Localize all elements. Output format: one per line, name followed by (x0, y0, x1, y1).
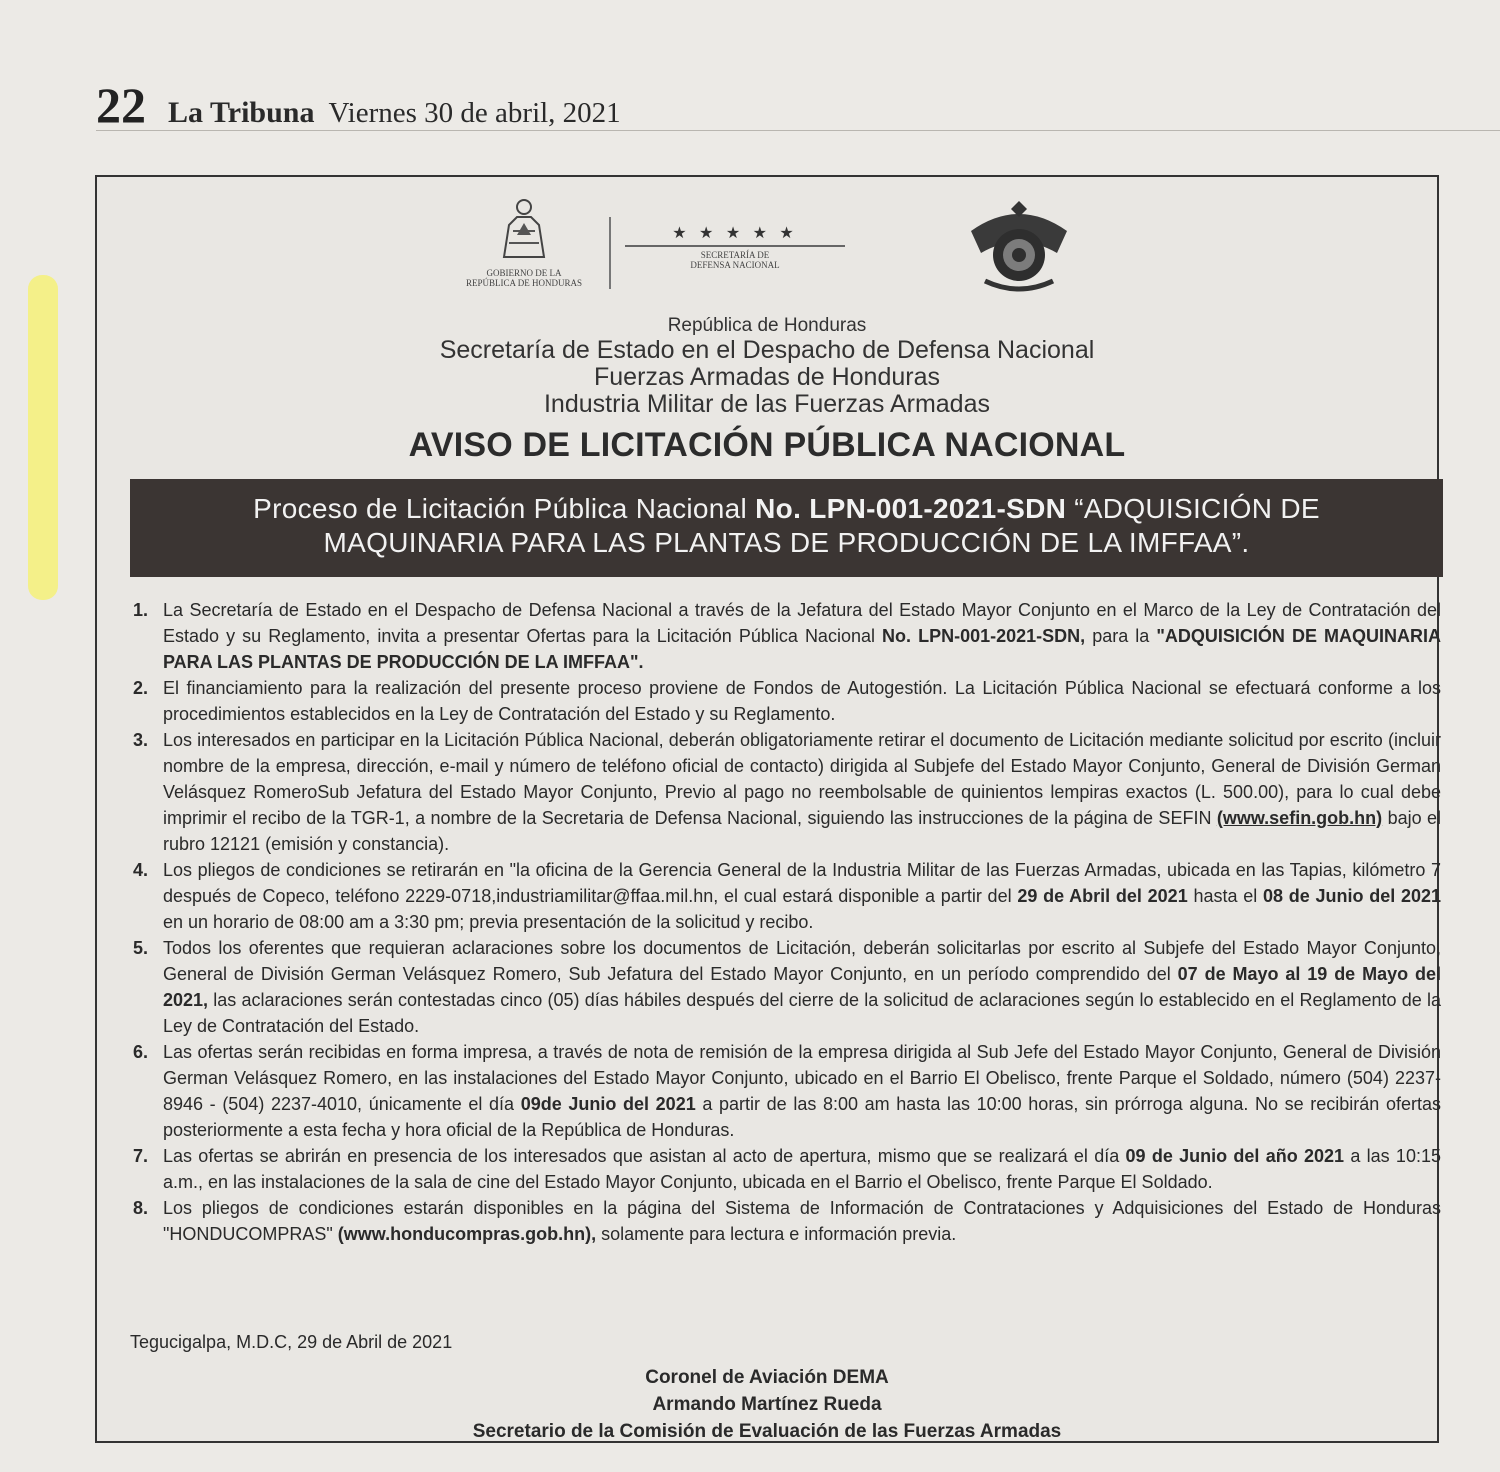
header-rule (96, 130, 1500, 131)
banner-line-1 (130, 492, 1443, 526)
notice-title: AVISO DE LICITACIÓN PÚBLICA NACIONAL (408, 426, 1126, 464)
masthead-country: República de Honduras (667, 315, 867, 336)
masthead-military-industry: Industria Militar de las Fuerzas Armadas (543, 390, 990, 418)
signatory-name: Armando Martínez Rueda (652, 1394, 882, 1415)
signatory-rank: Coronel de Aviación DEMA (645, 1367, 889, 1388)
list-item: 6. Las ofertas serán recibidas en forma impresa, a través de nota de remisión de la empresa dirigida al Sub Jefe del Estado Mayor Conjunto, General de División German Velásquez Romero, en las instalaciones del Estado Mayor Conjunto, ubicado en el Barrio El Obelisco, frente Parque el Soldado, número (504) 2237-8946 - (504) 2237-4010, únicamente el día 09de Junio del 2021 a partir de las 8:00 am hasta las 10:00 horas, sin prórroga alguna. No se recibirán ofertas posteriormente a esta fecha y hora oficial de la República de Honduras. (130, 1039, 1441, 1143)
page-number: 22 (96, 77, 146, 133)
process-banner (130, 479, 1443, 577)
signature-block (97, 1364, 1437, 1445)
masthead-armed-forces: Fuerzas Armadas de Honduras (593, 363, 940, 391)
list-item: 3. Los interesados en participar en la Licitación Pública Nacional, deberán obligatoriamente retirar el documento de Licitación mediante solicitud por escrito (incluir nombre de la empresa, dirección, e-mail y número de teléfono oficial de contacto) dirigida al Subjefe del Estado Mayor Conjunto, General de División German Velásquez RomeroSub Jefatura del Estado Mayor Conjunto, Previo al pago no reembolsable de quinientos lempiras exactos (L. 500.00), para lo cual debe imprimir el recibo de la TGR-1, a nombre de la Secretaria de Defensa Nacional, siguiendo las instrucciones de la página de SEFIN (www.sefin.gob.hn) bajo el rubro 12121 (emisión y constancia). (130, 727, 1441, 857)
gobierno-caption-2: REPÚBLICA DE HONDURAS (465, 278, 582, 288)
list-item: 4. Los pliegos de condiciones se retirarán en "la oficina de la Gerencia General de la Industria Militar de las Fuerzas Armadas, ubicada en las Tapias, kilómetro 7 después de Copeco, teléfono 2229-0718,industriamilitar@ffaa.mil.hn, el cual estará disponible a partir del 29 de Abril del 2021 hasta el 08 de Junio del 2021 en un horario de 08:00 am a 3:30 pm; previa presentación de la solicitud y recibo. (130, 857, 1441, 935)
signatory-title: Secretario de la Comisión de Evaluación de las Fuerzas Armadas (472, 1421, 1062, 1442)
sedena-stars-icon: ★ ★ ★ ★ ★ (672, 225, 798, 242)
item-number: 5. (133, 938, 149, 958)
banner-subject-start: “ADQUISICIÓN DE (1066, 493, 1320, 524)
sedena-rule (625, 245, 845, 247)
sedena-logo (625, 225, 845, 270)
armed-forces-crest-icon (961, 201, 1077, 297)
sedena-caption-1: SECRETARÍA DE (700, 250, 770, 260)
item-number: 2. (133, 678, 149, 698)
issue-date: Viernes 30 de abril, 2021 (328, 97, 621, 129)
tender-notice (95, 175, 1442, 1443)
item-number: 3. (133, 730, 149, 750)
honducompras-link[interactable]: (www.honducompras.gob.hn), (337, 1224, 597, 1244)
logo-divider (609, 217, 611, 289)
logo-row (97, 195, 1437, 305)
newspaper-name: La Tribuna (168, 96, 315, 129)
masthead (97, 315, 1437, 465)
list-item: 7. Las ofertas se abrirán en presencia de los interesados que asistan al acto de apertura, mismo que se realizará el día 09 de Junio del año 2021 a las 10:15 a.m., en las instalaciones de la sala de cine del Estado Mayor Conjunto, ubicada en el Barrio el Obelisco, frente Parque El Soldado. (130, 1143, 1441, 1195)
gobierno-caption-1: GOBIERNO DE LA (486, 268, 562, 278)
page-header (96, 76, 621, 133)
item-number: 7. (133, 1146, 149, 1166)
ffaa-logo (961, 201, 1077, 302)
masthead-secretariat: Secretaría de Estado en el Despacho de Defensa Nacional (439, 336, 1095, 364)
place-and-date: Tegucigalpa, M.D.C, 29 de Abril de 2021 (130, 1332, 453, 1352)
item-number: 8. (133, 1198, 149, 1218)
notice-items (130, 597, 1441, 1247)
list-item: 8. Los pliegos de condiciones estarán disponibles en la página del Sistema de Información de Contrataciones y Adquisiciones del Estado de Honduras "HONDUCOMPRAS" (www.honducompras.gob.hn), solamente para lectura e información previa. (130, 1195, 1441, 1247)
banner-line-2: MAQUINARIA PARA LAS PLANTAS DE PRODUCCIÓN DE LA IMFFAA”. (323, 527, 1250, 558)
gobierno-logo (449, 195, 599, 288)
list-item: 1. La Secretaría de Estado en el Despacho de Defensa Nacional a través de la Jefatura del Estado Mayor Conjunto en el Marco de la Ley de Contratación del Estado y su Reglamento, invita a presentar Ofertas para la Licitación Pública Nacional No. LPN-001-2021-SDN, para la "ADQUISICIÓN DE MAQUINARIA PARA LAS PLANTAS DE PRODUCCIÓN DE LA IMFFAA". (130, 597, 1441, 675)
item-number: 6. (133, 1042, 149, 1062)
highlighter-mark (28, 275, 58, 600)
banner-prefix: Proceso de Licitación Pública Nacional (253, 493, 756, 524)
honduras-emblem-icon (449, 195, 599, 263)
item-number: 1. (133, 600, 149, 620)
sedena-caption-2: DEFENSA NACIONAL (690, 260, 780, 270)
item-number: 4. (133, 860, 149, 880)
list-item: 2. El financiamiento para la realización del presente proceso proviene de Fondos de Autogestión. La Licitación Pública Nacional se efectuará conforme a los procedimientos establecidos en la Ley de Contratación del Estado y su Reglamento. (130, 675, 1441, 727)
sefin-link[interactable]: (www.sefin.gob.hn) (1216, 808, 1383, 828)
banner-process-number: No. LPN-001-2021-SDN (755, 493, 1067, 524)
list-item: 5. Todos los oferentes que requieran aclaraciones sobre los documentos de Licitación, deberán solicitarlas por escrito al Subjefe del Estado Mayor Conjunto, General de División German Velásquez Romero, Sub Jefatura del Estado Mayor Conjunto, en un período comprendido del 07 de Mayo al 19 de Mayo del 2021, las aclaraciones serán contestadas cinco (05) días hábiles después del cierre de la solicitud de aclaraciones según lo establecido en el Reglamento de la Ley de Contratación del Estado. (130, 935, 1441, 1039)
